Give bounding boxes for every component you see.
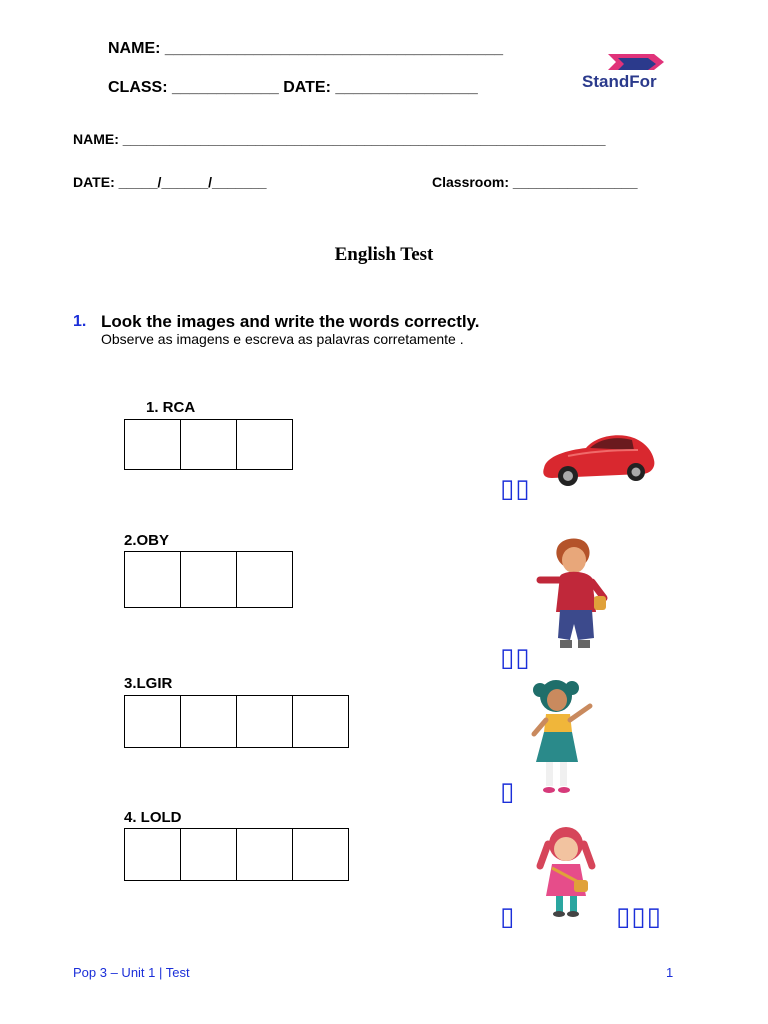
letter-boxes xyxy=(124,419,293,470)
form-classroom-line[interactable]: Classroom: ________________ xyxy=(432,174,638,190)
missing-glyph: ▯▯ xyxy=(500,643,531,673)
letter-box[interactable] xyxy=(125,551,181,608)
word-label: 2.OBY xyxy=(124,532,170,549)
logo-text: StandFor xyxy=(582,72,657,91)
standfor-logo xyxy=(578,50,678,98)
letter-box[interactable] xyxy=(125,419,181,470)
logo-mark-icon xyxy=(578,50,678,74)
word-label: 1. RCA xyxy=(146,399,196,416)
question-number: 1. xyxy=(73,313,87,330)
missing-glyph: ▯ xyxy=(500,777,516,807)
letter-box[interactable] xyxy=(181,695,237,748)
letter-box[interactable] xyxy=(181,419,237,470)
form-date-line[interactable]: DATE: _____/______/_______ xyxy=(73,174,267,190)
letter-box[interactable] xyxy=(125,828,181,881)
letter-box[interactable] xyxy=(237,828,293,881)
page-title: English Test xyxy=(334,244,434,265)
doll-picture xyxy=(532,822,604,922)
question-subtitle: Observe as imagens e escreva as palavras corretamente . xyxy=(101,331,464,347)
footer-text: Pop 3 – Unit 1 | Test xyxy=(73,965,190,980)
word-label: 4. LOLD xyxy=(124,809,182,826)
header-name-line[interactable]: NAME: ______________________________________ xyxy=(108,40,504,57)
missing-glyph-right: ▯▯▯ xyxy=(616,902,662,932)
letter-boxes xyxy=(124,551,293,608)
letter-box[interactable] xyxy=(237,551,293,608)
word-label: 3.LGIR xyxy=(124,675,173,692)
missing-glyph: ▯▯ xyxy=(500,474,531,504)
letter-box[interactable] xyxy=(125,695,181,748)
page-number: 1 xyxy=(666,965,674,980)
girl-picture xyxy=(526,676,598,798)
letter-box[interactable] xyxy=(293,695,349,748)
form-name-line[interactable]: NAME: ______________________________________________________________ xyxy=(73,131,606,147)
question-title: Look the images and write the words correctly. xyxy=(101,312,480,331)
letter-box[interactable] xyxy=(293,828,349,881)
letter-box[interactable] xyxy=(237,695,293,748)
letter-boxes xyxy=(124,695,349,748)
header-class-date-line[interactable]: CLASS: ____________ DATE: ________________ xyxy=(108,79,478,96)
car-picture xyxy=(538,428,658,494)
missing-glyph: ▯ xyxy=(500,902,516,932)
letter-box[interactable] xyxy=(237,419,293,470)
boy-picture xyxy=(534,536,614,662)
letter-box[interactable] xyxy=(181,828,237,881)
letter-boxes xyxy=(124,828,349,881)
letter-box[interactable] xyxy=(181,551,237,608)
